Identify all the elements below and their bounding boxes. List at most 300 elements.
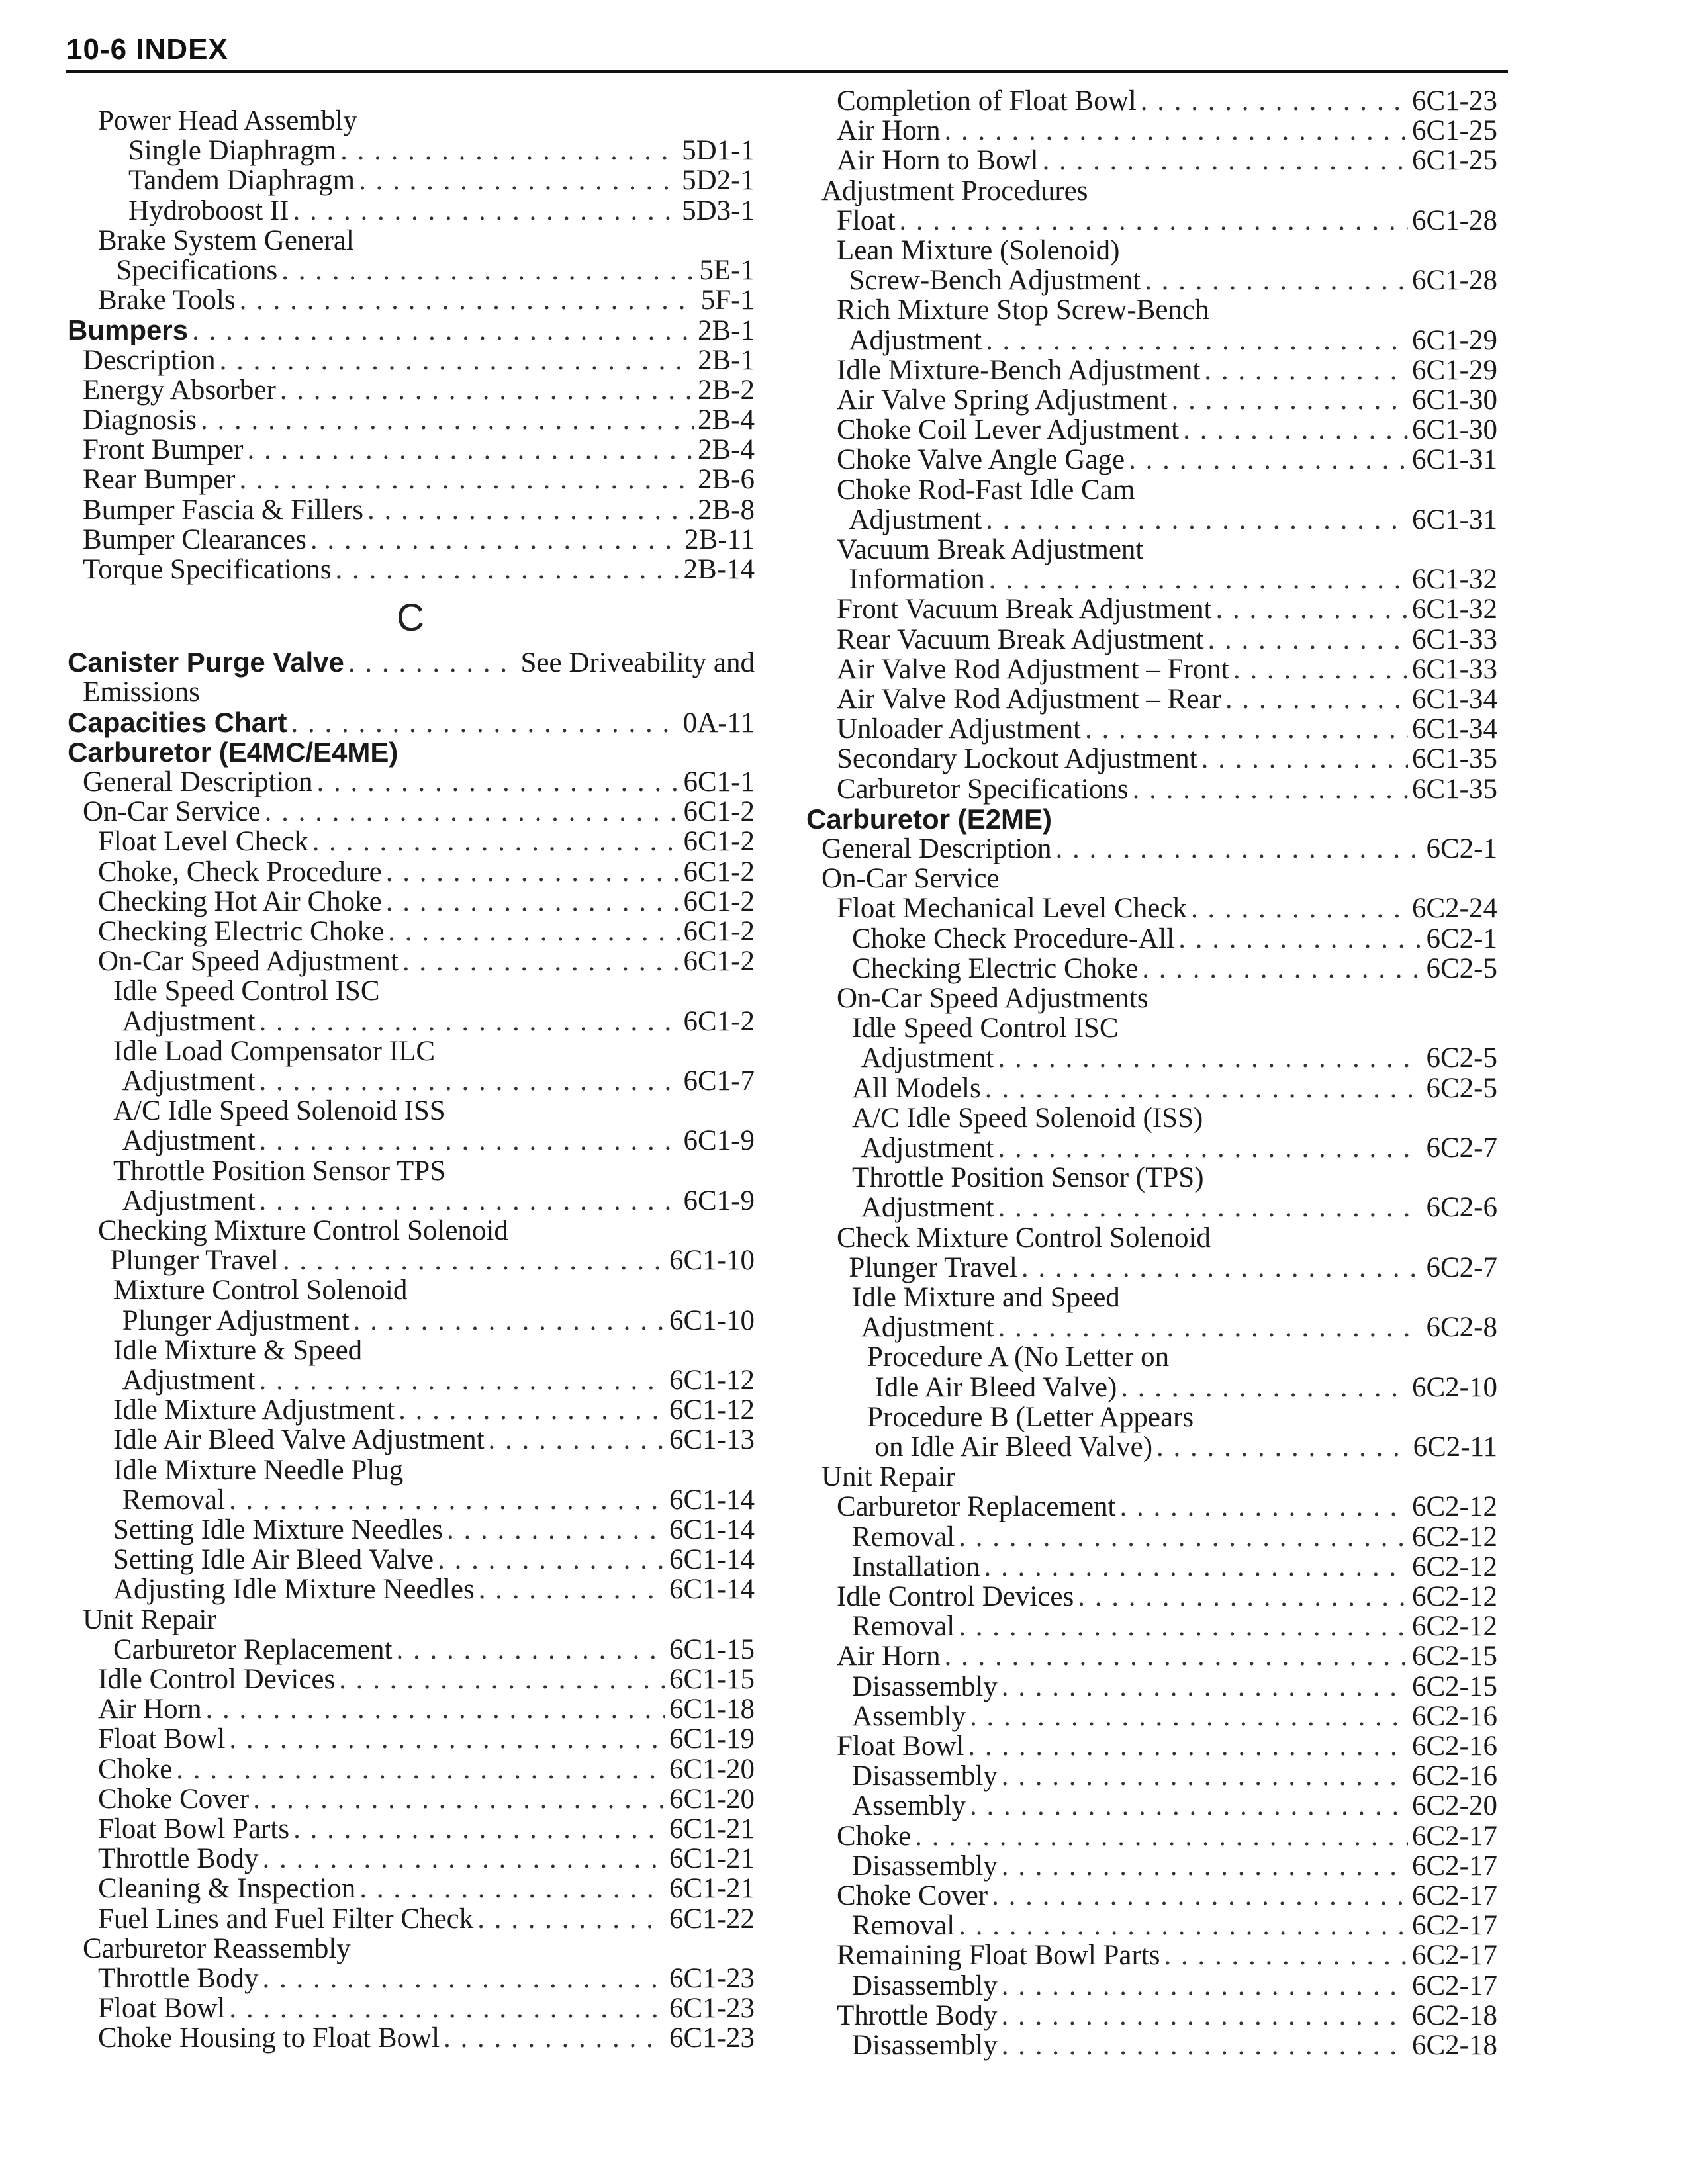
index-entry-page: 6C1-35 <box>1412 743 1497 775</box>
leader-dots <box>477 1904 665 1934</box>
leader-dots <box>968 1731 1408 1762</box>
index-entry-label: Throttle Position Sensor (TPS) <box>852 1162 1204 1194</box>
leader-dots <box>229 1993 665 2024</box>
leader-dots <box>1141 86 1408 116</box>
index-entry-label: Torque Specifications <box>83 554 332 585</box>
leader-dots <box>247 435 694 465</box>
index-entry <box>806 804 1052 835</box>
index-entry <box>98 1216 508 1246</box>
index-entry-label: Checking Electric Choke <box>98 916 385 947</box>
leader-dots <box>1002 1971 1408 2001</box>
leader-dots <box>1172 385 1408 416</box>
index-entry <box>867 1402 1194 1433</box>
index-entry-label: Float <box>837 205 896 236</box>
leader-dots <box>1204 355 1408 386</box>
index-entry-page: 6C1-18 <box>669 1694 755 1725</box>
index-entry <box>861 1043 1497 1073</box>
index-entry-label: Float Bowl Parts <box>98 1813 290 1844</box>
index-entry-page: 6C1-35 <box>1412 773 1497 805</box>
index-entry-label: Rear Bumper <box>83 464 236 496</box>
index-entry <box>837 1492 1497 1522</box>
index-entry-label: Plunger Adjustment <box>122 1304 350 1336</box>
index-entry <box>849 1253 1497 1283</box>
index-entry-page: 6C1-21 <box>669 1873 755 1905</box>
index-entry-label: Throttle Position Sensor TPS <box>113 1155 446 1187</box>
index-entry <box>849 565 1497 595</box>
index-entry <box>837 295 1209 326</box>
index-entry <box>122 1126 755 1156</box>
index-entry-label: Carburetor (E2ME) <box>806 803 1053 835</box>
index-entry <box>128 165 755 196</box>
index-entry-label: Removal <box>852 1910 955 1942</box>
index-entry-page: 6C1-19 <box>669 1723 755 1755</box>
leader-dots <box>262 1964 665 1994</box>
index-entry-label: General Description <box>821 833 1052 864</box>
index-entry-page: 6C1-32 <box>1411 564 1497 596</box>
index-entry <box>98 1694 755 1725</box>
index-entry-label: Idle Mixture & Speed <box>113 1334 363 1366</box>
index-entry-label: Checking Hot Air Choke <box>98 886 382 917</box>
index-entry-page: 6C1-20 <box>669 1753 755 1785</box>
index-entry-page: 6C1-14 <box>669 1574 755 1606</box>
index-entry-page: 6C2-5 <box>1426 1042 1497 1074</box>
page-header <box>66 32 1508 73</box>
index-entry <box>98 887 755 917</box>
index-entry-label: Information <box>849 564 985 596</box>
index-entry <box>98 1814 755 1844</box>
leader-dots <box>1119 1492 1408 1522</box>
index-entry <box>837 655 1497 685</box>
index-entry <box>837 1731 1497 1762</box>
index-entry-label: Disassembly <box>852 2030 998 2061</box>
index-entry-label: Adjustment <box>861 1042 994 1074</box>
index-entry-label: Idle Mixture-Bench Adjustment <box>837 354 1201 386</box>
leader-dots <box>899 206 1408 236</box>
index-entry-page: 6C1-12 <box>669 1365 755 1396</box>
index-entry-label: On-Car Speed Adjustment <box>98 946 399 978</box>
index-entry <box>837 2001 1497 2031</box>
index-entry-page: 6C2-7 <box>1426 1132 1497 1163</box>
index-entry <box>852 1283 1120 1313</box>
index-entry-label: Mixture Control Solenoid <box>113 1275 408 1306</box>
index-entry <box>837 625 1497 655</box>
index-entry-label: Choke Valve Angle Gage <box>837 444 1125 476</box>
leader-dots <box>970 1702 1408 1732</box>
index-entry-label: Capacities Chart <box>68 706 287 738</box>
index-entry-label: Idle Air Bleed Valve Adjustment <box>113 1424 485 1456</box>
index-entry-page: 6C1-32 <box>1412 594 1497 625</box>
index-entry-page: 6C2-18 <box>1412 2030 1497 2061</box>
index-entry <box>83 525 755 555</box>
leader-dots <box>1164 1940 1408 1971</box>
index-entry-label: Choke Cover <box>98 1783 250 1815</box>
index-entry <box>83 435 755 465</box>
index-entry <box>837 116 1497 146</box>
index-entry <box>875 1432 1498 1463</box>
leader-dots <box>281 255 695 286</box>
index-entry <box>821 834 1497 864</box>
index-entry-label: General Description <box>83 766 313 797</box>
index-entry-label: Check Mixture Control Solenoid <box>837 1222 1211 1253</box>
index-entry-label: Unit Repair <box>821 1461 955 1493</box>
index-entry <box>852 1702 1497 1732</box>
index-entry-page: 6C1-2 <box>683 886 755 917</box>
leader-dots <box>312 827 680 857</box>
leader-dots <box>992 1881 1408 1911</box>
index-entry-label: A/C Idle Speed Solenoid ISS <box>113 1095 445 1127</box>
index-entry-label: On-Car Service <box>83 796 261 828</box>
index-entry-page: 6C2-20 <box>1412 1790 1497 1822</box>
index-entry-label: Tandem Diaphragm <box>128 165 355 197</box>
leader-dots <box>1216 594 1408 625</box>
index-entry-page: 6C2-12 <box>1412 1611 1497 1643</box>
index-entry-label: Bumper Fascia & Fillers <box>83 494 363 525</box>
leader-dots <box>359 165 678 196</box>
leader-dots <box>396 1635 665 1665</box>
index-entry <box>861 1133 1497 1163</box>
leader-dots <box>291 708 679 739</box>
index-entry-label: Choke, Check Procedure <box>98 856 382 887</box>
index-entry <box>113 1036 435 1067</box>
index-entry-label: Choke Cover <box>837 1880 988 1911</box>
index-entry-label: Air Horn <box>837 115 941 147</box>
index-entry-page: 6C1-2 <box>683 796 755 828</box>
leader-dots <box>259 1126 679 1156</box>
index-entry-label: Adjustment <box>849 504 982 535</box>
leader-dots <box>293 1814 665 1844</box>
leader-dots <box>998 1133 1422 1163</box>
index-entry-page: 6C2-17 <box>1412 1910 1497 1942</box>
index-entry <box>837 594 1497 625</box>
index-entry-label: On-Car Service <box>821 863 1000 895</box>
index-entry <box>113 1395 755 1426</box>
index-entry-page: 6C2-17 <box>1412 1940 1497 1972</box>
index-entry <box>83 555 755 585</box>
index-entry-label: Plunger Travel <box>849 1251 1017 1283</box>
index-entry-page: 6C2-1 <box>1426 923 1497 954</box>
leader-dots <box>259 1186 679 1216</box>
index-entry <box>837 445 1497 475</box>
index-entry-page: 6C1-14 <box>669 1544 755 1576</box>
index-entry <box>852 1612 1497 1642</box>
index-entry <box>861 1193 1497 1223</box>
index-entry-page: 6C1-9 <box>683 1185 755 1216</box>
index-entry-page: 6C2-16 <box>1412 1700 1497 1732</box>
leader-dots <box>293 196 678 226</box>
leader-dots <box>367 495 694 525</box>
index-entry-label: Installation <box>852 1551 980 1582</box>
index-entry-label: Vacuum Break Adjustment <box>837 534 1144 565</box>
index-entry-label: Adjustment <box>122 1125 256 1157</box>
index-entry <box>837 385 1497 416</box>
index-entry <box>113 1425 755 1455</box>
leader-dots <box>239 465 694 495</box>
index-entry-label: Checking Electric Choke <box>852 952 1139 984</box>
index-entry-label: Carburetor (E4MC/E4ME) <box>68 736 399 768</box>
leader-dots <box>1191 893 1408 924</box>
index-entry-label: Adjustment <box>122 1005 256 1037</box>
leader-dots <box>1002 2030 1408 2061</box>
leader-dots <box>316 767 679 797</box>
index-entry-label: Diagnosis <box>83 404 197 435</box>
index-entry-label: Checking Mixture Control Solenoid <box>98 1215 508 1246</box>
index-entry <box>113 1275 407 1306</box>
index-entry <box>837 1881 1497 1911</box>
index-entry <box>852 1851 1497 1882</box>
index-entry-page: 6C2-5 <box>1426 952 1497 984</box>
leader-dots <box>986 505 1408 535</box>
leader-dots <box>353 1306 665 1336</box>
index-entry-label: Adjustment <box>861 1312 994 1343</box>
index-entry <box>837 236 1120 266</box>
leader-dots <box>1001 2001 1408 2031</box>
index-entry-page: 2B-6 <box>698 464 755 496</box>
index-entry <box>98 1664 755 1695</box>
index-entry-label: Adjustment <box>122 1066 256 1097</box>
leader-dots <box>447 1515 665 1545</box>
leader-dots <box>1002 1672 1408 1702</box>
index-entry-page: 6C1-9 <box>683 1125 755 1157</box>
index-entry <box>852 1073 1497 1104</box>
leader-dots <box>399 1395 665 1426</box>
index-entry-label: Description <box>83 344 216 376</box>
leader-dots <box>944 1641 1408 1672</box>
index-entry <box>852 1522 1497 1553</box>
index-entry <box>83 405 755 435</box>
index-entry-page: 6C1-23 <box>1412 85 1497 116</box>
index-entry-label: Setting Idle Mixture Needles <box>113 1514 443 1545</box>
index-entry-label: Adjustment Procedures <box>821 175 1088 206</box>
index-entry-label: Idle Control Devices <box>837 1581 1074 1612</box>
leader-dots <box>959 1911 1408 1941</box>
index-entry-label: Idle Control Devices <box>98 1664 336 1695</box>
index-entry-page: 2B-2 <box>698 374 755 406</box>
index-entry <box>128 196 755 226</box>
index-entry <box>122 1365 755 1396</box>
index-entry-page: 6C2-12 <box>1412 1581 1497 1612</box>
index-entry-label: Single Diaphragm <box>128 135 337 167</box>
leader-dots <box>386 887 680 917</box>
index-entry <box>837 206 1497 236</box>
index-entry-label: Disassembly <box>852 1760 998 1792</box>
index-entry-label: Choke Housing to Float Bowl <box>98 2023 440 2054</box>
leader-dots <box>205 1694 665 1725</box>
index-entry-page: 0A-11 <box>682 707 755 739</box>
index-entry-label: Front Vacuum Break Adjustment <box>837 594 1212 625</box>
index-entry-label: Removal <box>852 1521 955 1553</box>
leader-dots <box>1002 1761 1408 1792</box>
index-entry <box>98 827 755 857</box>
index-entry-label: Idle Speed Control ISC <box>852 1013 1119 1044</box>
index-entry <box>117 255 755 286</box>
index-entry-label: Adjusting Idle Mixture Needles <box>113 1574 475 1606</box>
index-entry-page: 6C1-2 <box>683 946 755 978</box>
index-entry-label: Carburetor Reassembly <box>83 1933 351 1964</box>
leader-dots <box>998 1193 1422 1223</box>
index-entry-label: Air Horn <box>98 1694 202 1725</box>
index-entry-label: Carburetor Replacement <box>837 1491 1116 1523</box>
index-entry <box>837 146 1497 176</box>
index-entry-page: 6C1-2 <box>683 856 755 887</box>
index-entry-label: Choke Coil Lever Adjustment <box>837 414 1180 446</box>
leader-dots <box>283 1246 665 1276</box>
index-entry-page: 2B-1 <box>698 344 755 376</box>
index-entry-page: 6C1-1 <box>683 766 755 797</box>
index-entry-page: 6C2-12 <box>1412 1551 1497 1582</box>
index-entry <box>113 1515 755 1545</box>
index-entry <box>821 864 1000 894</box>
index-entry-label: Assembly <box>852 1790 966 1822</box>
index-entry-page: 6C1-7 <box>683 1066 755 1097</box>
index-entry <box>852 924 1497 954</box>
leader-dots <box>359 1874 665 1904</box>
index-entry <box>68 315 755 346</box>
index-entry-label: Disassembly <box>852 1850 998 1882</box>
leader-dots <box>1043 146 1408 176</box>
leader-dots <box>438 1545 665 1575</box>
leader-dots <box>959 1522 1408 1553</box>
index-entry-label: Canister Purge Valve <box>68 647 344 678</box>
index-entry-label: Disassembly <box>852 1970 998 2001</box>
index-entry-page: 6C1-31 <box>1412 444 1497 476</box>
index-entry <box>98 1724 755 1754</box>
index-entry-label: Float Bowl <box>837 1731 964 1762</box>
index-entry-page: 6C1-23 <box>669 1993 755 2025</box>
index-entry-label: Bumper Clearances <box>83 523 306 555</box>
index-entry <box>83 1605 216 1635</box>
index-entry-page: 5F-1 <box>700 285 755 316</box>
index-entry-label: Carburetor Specifications <box>837 773 1129 805</box>
index-entry <box>83 797 755 827</box>
index-entry <box>68 737 398 768</box>
leader-dots <box>253 1784 665 1815</box>
index-entry-label: Disassembly <box>852 1670 998 1702</box>
index-entry-page: 2B-8 <box>698 494 755 525</box>
index-entry-label: Procedure A (No Letter on <box>867 1342 1170 1373</box>
index-entry <box>98 917 755 947</box>
index-entry-page: 6C1-34 <box>1412 713 1497 745</box>
index-entry-page: 6C2-17 <box>1412 1850 1497 1882</box>
index-entry <box>852 1672 1497 1702</box>
index-entry <box>128 136 755 166</box>
index-entry-page: 6C1-22 <box>669 1903 755 1934</box>
leader-dots <box>348 648 517 678</box>
index-entry-page: 6C1-28 <box>1411 265 1497 296</box>
index-entry-label: Specifications <box>116 255 278 286</box>
leader-dots <box>339 1664 665 1695</box>
index-entry-page: 6C1-23 <box>669 1963 755 1994</box>
leader-dots <box>229 1485 665 1516</box>
index-entry-label: Fuel Lines and Fuel Filter Check <box>98 1903 474 1934</box>
index-entry-page: 2B-4 <box>698 404 755 435</box>
index-entry-label: Screw-Bench Adjustment <box>849 265 1141 296</box>
index-entry-label: All Models <box>852 1072 981 1104</box>
index-entry-page: 6C2-7 <box>1426 1251 1497 1283</box>
index-entry-label: Adjustment <box>861 1192 994 1224</box>
index-entry-label: Assembly <box>852 1700 966 1732</box>
index-entry-page: See Driveability and <box>520 647 755 679</box>
index-entry <box>849 265 1497 296</box>
index-entry-page: 6C2-8 <box>1426 1312 1497 1343</box>
leader-dots <box>259 1007 679 1037</box>
leader-dots <box>1021 1253 1423 1283</box>
index-entry-page: 6C2-15 <box>1412 1641 1497 1672</box>
leader-dots <box>310 525 680 555</box>
leader-dots <box>388 917 679 947</box>
leader-dots <box>944 116 1408 146</box>
index-entry <box>98 1874 755 1904</box>
leader-dots <box>402 946 680 977</box>
index-entry-label: Front Bumper <box>83 434 244 466</box>
index-entry-label: Lean Mixture (Solenoid) <box>837 235 1120 266</box>
leader-dots <box>1055 834 1422 864</box>
index-entry-page: 6C2-15 <box>1412 1670 1497 1702</box>
index-entry <box>852 1163 1204 1193</box>
index-entry-label: Choke <box>98 1753 173 1785</box>
index-entry <box>68 707 755 739</box>
index-entry-label: Energy Absorber <box>83 374 276 406</box>
index-entry-page: 5D2-1 <box>682 165 755 197</box>
leader-dots <box>1002 1851 1408 1882</box>
index-entry <box>837 535 1143 565</box>
index-entry-label: Choke <box>837 1820 912 1852</box>
leader-dots <box>229 1724 665 1754</box>
index-entry <box>837 983 1149 1014</box>
leader-dots <box>915 1821 1408 1852</box>
index-entry <box>122 1306 755 1336</box>
index-entry <box>98 285 755 316</box>
index-entry-page: 6C2-1 <box>1426 833 1497 864</box>
index-entry <box>837 86 1497 116</box>
leader-dots <box>1145 265 1408 296</box>
index-entry-label: Float Mechanical Level Check <box>837 893 1187 925</box>
index-entry-label: Air Horn to Bowl <box>837 145 1039 177</box>
index-entry <box>98 946 755 977</box>
leader-dots <box>985 1073 1423 1104</box>
index-entry <box>852 1103 1203 1134</box>
index-entry-page: 6C2-17 <box>1412 1820 1497 1852</box>
index-entry-label: Idle Mixture Needle Plug <box>113 1454 404 1486</box>
index-entry <box>849 326 1497 356</box>
leader-dots <box>1201 744 1408 774</box>
index-entry <box>113 1156 445 1187</box>
leader-dots <box>1156 1432 1409 1463</box>
index-entry-page: 6C1-20 <box>669 1783 755 1815</box>
index-entry-label: Remaining Float Bowl Parts <box>837 1940 1160 1972</box>
index-entry-label: Unloader Adjustment <box>837 713 1082 745</box>
leader-dots <box>1233 655 1408 685</box>
leader-dots <box>1225 684 1408 715</box>
index-entry-page: 6C1-30 <box>1412 385 1497 416</box>
index-entry-label: Hydroboost II <box>128 195 289 226</box>
index-entry <box>83 677 200 707</box>
index-entry-page: 6C1-10 <box>669 1304 755 1336</box>
index-entry-label: Plunger Travel <box>110 1245 279 1277</box>
index-entry-label: Removal <box>122 1484 226 1516</box>
leader-dots <box>986 326 1408 356</box>
index-entry-label: Brake Tools <box>98 285 236 316</box>
index-entry <box>867 1342 1169 1373</box>
index-entry <box>113 1574 755 1605</box>
index-entry-page: 6C2-17 <box>1412 1880 1497 1911</box>
index-entry-page: 6C1-29 <box>1411 324 1497 356</box>
index-entry-label: Emissions <box>83 676 200 708</box>
index-entry-page: 6C2-12 <box>1412 1491 1497 1523</box>
index-entry <box>113 1545 755 1575</box>
index-entry-page: 6C1-12 <box>669 1394 755 1426</box>
index-entry <box>837 415 1497 445</box>
leader-dots <box>259 1365 665 1396</box>
